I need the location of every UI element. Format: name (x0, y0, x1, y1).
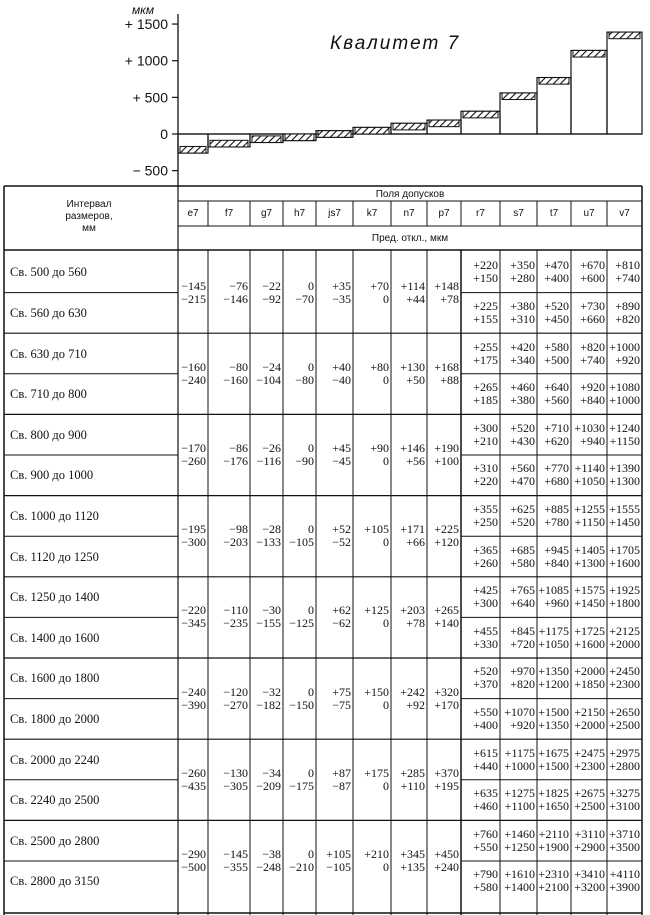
size-interval-label: Св. 2500 до 2800 (10, 833, 100, 848)
deviation-cell-r7: +550 +400 (473, 704, 498, 732)
deviation-cell-g7: −22 −92 (262, 278, 281, 306)
deviation-cell-s7: +420 +340 (510, 339, 535, 367)
deviation-cell-s7: +1175 +1000 (504, 745, 535, 773)
deviation-cell-k7: +175 0 (364, 765, 389, 793)
deviation-cell-n7: +203 +78 (400, 603, 425, 631)
deviation-cell-f7: −80 −160 (223, 359, 248, 387)
deviation-cell-h7: 0 −90 (295, 441, 314, 468)
deviation-cell-s7: +1610 +1400 (504, 867, 535, 895)
deviation-cell-n7: +171 +66 (400, 522, 425, 550)
size-interval-label: Св. 560 до 630 (10, 305, 87, 320)
column-header-u7: u7 (583, 208, 595, 219)
deviation-cell-r7: +225 +155 (473, 298, 498, 326)
column-header-n7: n7 (403, 208, 415, 219)
deviation-cell-u7: +2000 +1850 (574, 664, 605, 692)
deviation-cell-v7: +3710 +3500 (609, 826, 640, 854)
deviation-cell-r7: +220 +150 (473, 258, 498, 286)
deviation-cell-v7: +1240 +1150 (609, 420, 640, 448)
column-header-r7: r7 (476, 208, 485, 219)
size-interval-label: Св. 2800 до 3150 (10, 874, 100, 889)
deviation-cell-p7: +450 +240 (434, 847, 459, 874)
deviation-cell-t7: +1350 +1200 (538, 664, 569, 692)
deviation-cell-k7: +80 0 (370, 359, 389, 387)
deviation-cell-f7: −98 −203 (223, 522, 248, 550)
deviation-cell-s7: +380 +310 (510, 298, 535, 326)
deviation-cell-js7: +52 −52 (332, 522, 351, 550)
deviation-cell-js7: +75 −75 (332, 684, 351, 712)
size-interval-label: Св. 2240 до 2500 (10, 793, 100, 808)
deviation-cell-v7: +1080 +1000 (609, 380, 640, 408)
deviation-cell-r7: +790 +580 (473, 867, 498, 895)
deviation-cell-p7: +320 +170 (434, 684, 459, 712)
header-fields: Поля допусков (375, 189, 445, 200)
deviation-cell-v7: +1705 +1600 (609, 542, 640, 570)
deviation-cell-js7: +40 −40 (332, 359, 351, 387)
size-interval-label: Св. 1120 до 1250 (10, 549, 99, 564)
column-header-t7: t7 (549, 208, 559, 219)
deviation-cell-v7: +1000 +920 (609, 339, 640, 367)
deviation-cell-u7: +3110 +2900 (574, 826, 605, 854)
deviation-cell-u7: +1725 +1600 (574, 623, 605, 651)
deviation-cell-v7: +1555 +1450 (609, 501, 640, 529)
column-header-js7: js7 (328, 208, 341, 219)
deviation-cell-t7: +1175 +1050 (538, 623, 569, 651)
deviation-cell-r7: +520 +370 (473, 664, 498, 692)
chart-ylabel: мкм (131, 3, 155, 17)
chart-y-tick-label: + 1500 (124, 16, 168, 33)
deviation-cell-n7: +285 +110 (400, 765, 425, 793)
deviation-cell-s7: +1070 +920 (504, 704, 535, 732)
deviation-cell-f7: −130 −305 (223, 765, 248, 793)
chart-y-tick-label: − 500 (132, 162, 168, 179)
size-interval-label: Св. 1400 до 1600 (10, 630, 100, 645)
deviation-cell-r7: +365 +260 (473, 542, 498, 570)
size-interval-label: Св. 710 до 800 (10, 387, 87, 402)
header-interval: Интервал размеров, мм (65, 199, 113, 234)
column-header-s7: s7 (513, 208, 524, 219)
chart-title: Квалитет 7 (330, 33, 461, 54)
deviation-cell-r7: +615 +440 (473, 745, 498, 773)
deviation-cell-r7: +455 +330 (473, 623, 498, 651)
deviation-cell-u7: +1255 +1150 (574, 501, 605, 529)
deviation-cell-s7: +685 +580 (510, 542, 535, 570)
deviation-cell-v7: +1390 +1300 (609, 461, 640, 489)
deviation-cell-v7: +890 +820 (615, 298, 640, 326)
deviation-cell-t7: +1500 +1350 (538, 704, 569, 732)
deviation-cell-u7: +1030 +940 (574, 420, 605, 448)
chart-y-tick-label: 0 (160, 126, 168, 142)
deviation-cell-k7: +90 0 (370, 441, 389, 468)
deviation-cell-s7: +1460 +1250 (504, 826, 535, 854)
deviation-cell-e7: −160 −240 (181, 359, 206, 387)
deviation-cell-v7: +1925 +1800 (609, 583, 640, 611)
size-interval-label: Св. 800 до 900 (10, 427, 87, 442)
deviation-cell-t7: +770 +680 (544, 461, 569, 489)
deviation-cell-p7: +148 +78 (434, 278, 459, 306)
deviation-cell-v7: +2650 +2500 (609, 704, 640, 732)
deviation-cell-g7: −30 −155 (256, 603, 281, 631)
deviation-cell-u7: +1575 +1450 (574, 583, 605, 611)
deviation-cell-p7: +265 +140 (434, 603, 459, 631)
deviation-cell-r7: +255 +175 (473, 339, 498, 367)
deviation-cell-e7: −260 −435 (181, 765, 206, 793)
deviation-cell-h7: 0 −150 (289, 684, 314, 712)
deviation-cell-g7: −34 −209 (256, 765, 281, 793)
deviation-cell-v7: +2975 +2800 (609, 745, 640, 773)
deviation-cell-js7: +35 −35 (332, 278, 351, 306)
deviation-cell-t7: +2310 +2100 (538, 867, 569, 895)
deviation-cell-u7: +820 +740 (580, 339, 605, 367)
size-interval-label: Св. 2000 до 2240 (10, 752, 100, 767)
deviation-cell-e7: −170 −260 (181, 441, 206, 468)
deviation-cell-h7: 0 −175 (289, 765, 314, 793)
deviation-cell-v7: +4110 +3900 (609, 867, 640, 895)
deviation-cell-js7: +87 −87 (332, 765, 351, 793)
deviation-cell-f7: −76 −146 (223, 278, 248, 306)
deviation-cell-h7: 0 −105 (289, 522, 314, 550)
deviation-cell-s7: +625 +520 (510, 501, 535, 529)
size-interval-label: Св. 1800 до 2000 (10, 711, 100, 726)
deviation-cell-p7: +225 +120 (434, 522, 459, 550)
deviation-cell-h7: 0 −210 (289, 847, 314, 874)
chart-y-tick-label: + 500 (132, 89, 168, 106)
deviation-cell-t7: +470 +400 (544, 258, 569, 286)
deviation-cell-s7: +1275 +1100 (504, 786, 535, 814)
deviation-cell-t7: +520 +450 (544, 298, 569, 326)
deviation-cell-v7: +2125 +2000 (609, 623, 640, 651)
column-header-v7: v7 (619, 208, 630, 219)
deviation-cell-t7: +580 +500 (544, 339, 569, 367)
deviation-cell-g7: −26 −116 (256, 441, 281, 468)
deviation-cell-n7: +345 +135 (400, 847, 425, 874)
deviation-cell-g7: −28 −133 (256, 522, 281, 550)
deviation-cell-f7: −86 −176 (223, 441, 248, 468)
deviation-cell-t7: +1675 +1500 (538, 745, 569, 773)
column-header-f7: f7 (224, 208, 234, 219)
deviation-cell-u7: +2475 +2300 (574, 745, 605, 773)
deviation-cell-t7: +710 +620 (544, 420, 569, 448)
deviation-cell-u7: +2150 +2000 (574, 704, 605, 732)
deviation-cell-p7: +370 +195 (434, 765, 459, 793)
deviation-cell-r7: +760 +550 (473, 826, 498, 854)
deviation-cell-f7: −110 −235 (223, 603, 248, 631)
size-interval-label: Св. 500 до 560 (10, 265, 87, 280)
deviation-cell-t7: +1825 +1650 (538, 786, 569, 814)
deviation-cell-n7: +146 +56 (400, 441, 425, 468)
deviation-cell-k7: +150 0 (364, 684, 389, 712)
chart-y-tick-label: + 1000 (124, 52, 168, 69)
deviation-cell-v7: +810 +740 (615, 258, 640, 286)
deviation-cell-s7: +845 +720 (510, 623, 535, 651)
deviation-cell-t7: +1085 +960 (538, 583, 569, 611)
deviation-cell-k7: +125 0 (364, 603, 389, 631)
deviation-cell-s7: +765 +640 (510, 583, 535, 611)
deviation-cell-t7: +885 +780 (544, 501, 569, 529)
column-header-p7: p7 (438, 208, 450, 219)
deviation-cell-s7: +970 +820 (510, 664, 535, 692)
deviation-cell-f7: −120 −270 (223, 684, 248, 712)
deviation-cell-u7: +670 +600 (580, 258, 605, 286)
deviation-cell-h7: 0 −70 (295, 278, 314, 306)
header-units: Пред. откл., мкм (371, 233, 449, 244)
column-header-e7: e7 (187, 208, 199, 219)
deviation-cell-p7: +190 +100 (434, 441, 459, 468)
size-interval-label: Св. 900 до 1000 (10, 468, 94, 483)
column-header-h7: h7 (293, 208, 306, 219)
deviation-cell-t7: +945 +840 (544, 542, 569, 570)
deviation-cell-s7: +520 +430 (510, 420, 535, 448)
deviation-cell-js7: +105 −105 (326, 847, 351, 874)
deviation-cell-k7: +210 0 (364, 847, 389, 874)
deviation-cell-e7: −145 −215 (181, 278, 206, 306)
column-header-k7: k7 (366, 208, 378, 219)
deviation-cell-g7: −38 −248 (256, 847, 281, 874)
size-interval-label: Св. 1000 до 1120 (10, 508, 99, 523)
column-header-g7: g7 (260, 208, 273, 219)
deviation-cell-v7: +2450 +2300 (609, 664, 640, 692)
deviation-cell-e7: −240 −390 (181, 684, 206, 712)
deviation-cell-e7: −220 −345 (181, 603, 206, 631)
deviation-cell-e7: −290 −500 (181, 847, 206, 874)
size-interval-label: Св. 1600 до 1800 (10, 671, 100, 686)
deviation-cell-u7: +2675 +2500 (574, 786, 605, 814)
deviation-cell-p7: +168 +88 (434, 359, 459, 387)
deviation-cell-u7: +1140 +1050 (574, 461, 605, 489)
deviation-cell-s7: +560 +470 (510, 461, 535, 489)
deviation-cell-u7: +730 +660 (580, 298, 605, 326)
deviation-cell-n7: +242 +92 (400, 684, 425, 712)
deviation-cell-r7: +310 +220 (473, 461, 498, 489)
deviation-cell-u7: +920 +840 (580, 380, 605, 408)
deviation-cell-r7: +425 +300 (473, 583, 498, 611)
deviation-cell-k7: +105 0 (364, 522, 389, 550)
deviation-cell-r7: +355 +250 (473, 501, 498, 529)
deviation-cell-e7: −195 −300 (181, 522, 206, 550)
deviation-cell-js7: +45 −45 (332, 441, 351, 468)
deviation-cell-f7: −145 −355 (223, 847, 248, 874)
deviation-cell-h7: 0 −125 (289, 603, 314, 631)
deviation-cell-t7: +2110 +1900 (538, 826, 569, 854)
deviation-cell-r7: +265 +185 (473, 380, 498, 408)
deviation-cell-g7: −32 −182 (256, 684, 281, 712)
deviation-cell-g7: −24 −104 (256, 359, 281, 387)
deviation-cell-s7: +460 +380 (510, 380, 535, 408)
deviation-cell-js7: +62 −62 (332, 603, 351, 631)
deviation-cell-u7: +1405 +1300 (574, 542, 605, 570)
deviation-cell-r7: +300 +210 (473, 420, 498, 448)
deviation-cell-n7: +114 +44 (400, 278, 425, 306)
deviation-cell-v7: +3275 +3100 (609, 786, 640, 814)
size-interval-label: Св. 1250 до 1400 (10, 590, 100, 605)
deviation-cell-s7: +350 +280 (510, 258, 535, 286)
deviation-cell-h7: 0 −80 (295, 359, 314, 387)
deviation-cell-k7: +70 0 (370, 278, 389, 306)
deviation-cell-n7: +130 +50 (400, 359, 425, 387)
deviation-cell-t7: +640 +560 (544, 380, 569, 408)
deviation-cell-r7: +635 +460 (473, 786, 498, 814)
size-interval-label: Св. 630 до 710 (10, 346, 87, 361)
deviation-cell-u7: +3410 +3200 (574, 867, 605, 895)
